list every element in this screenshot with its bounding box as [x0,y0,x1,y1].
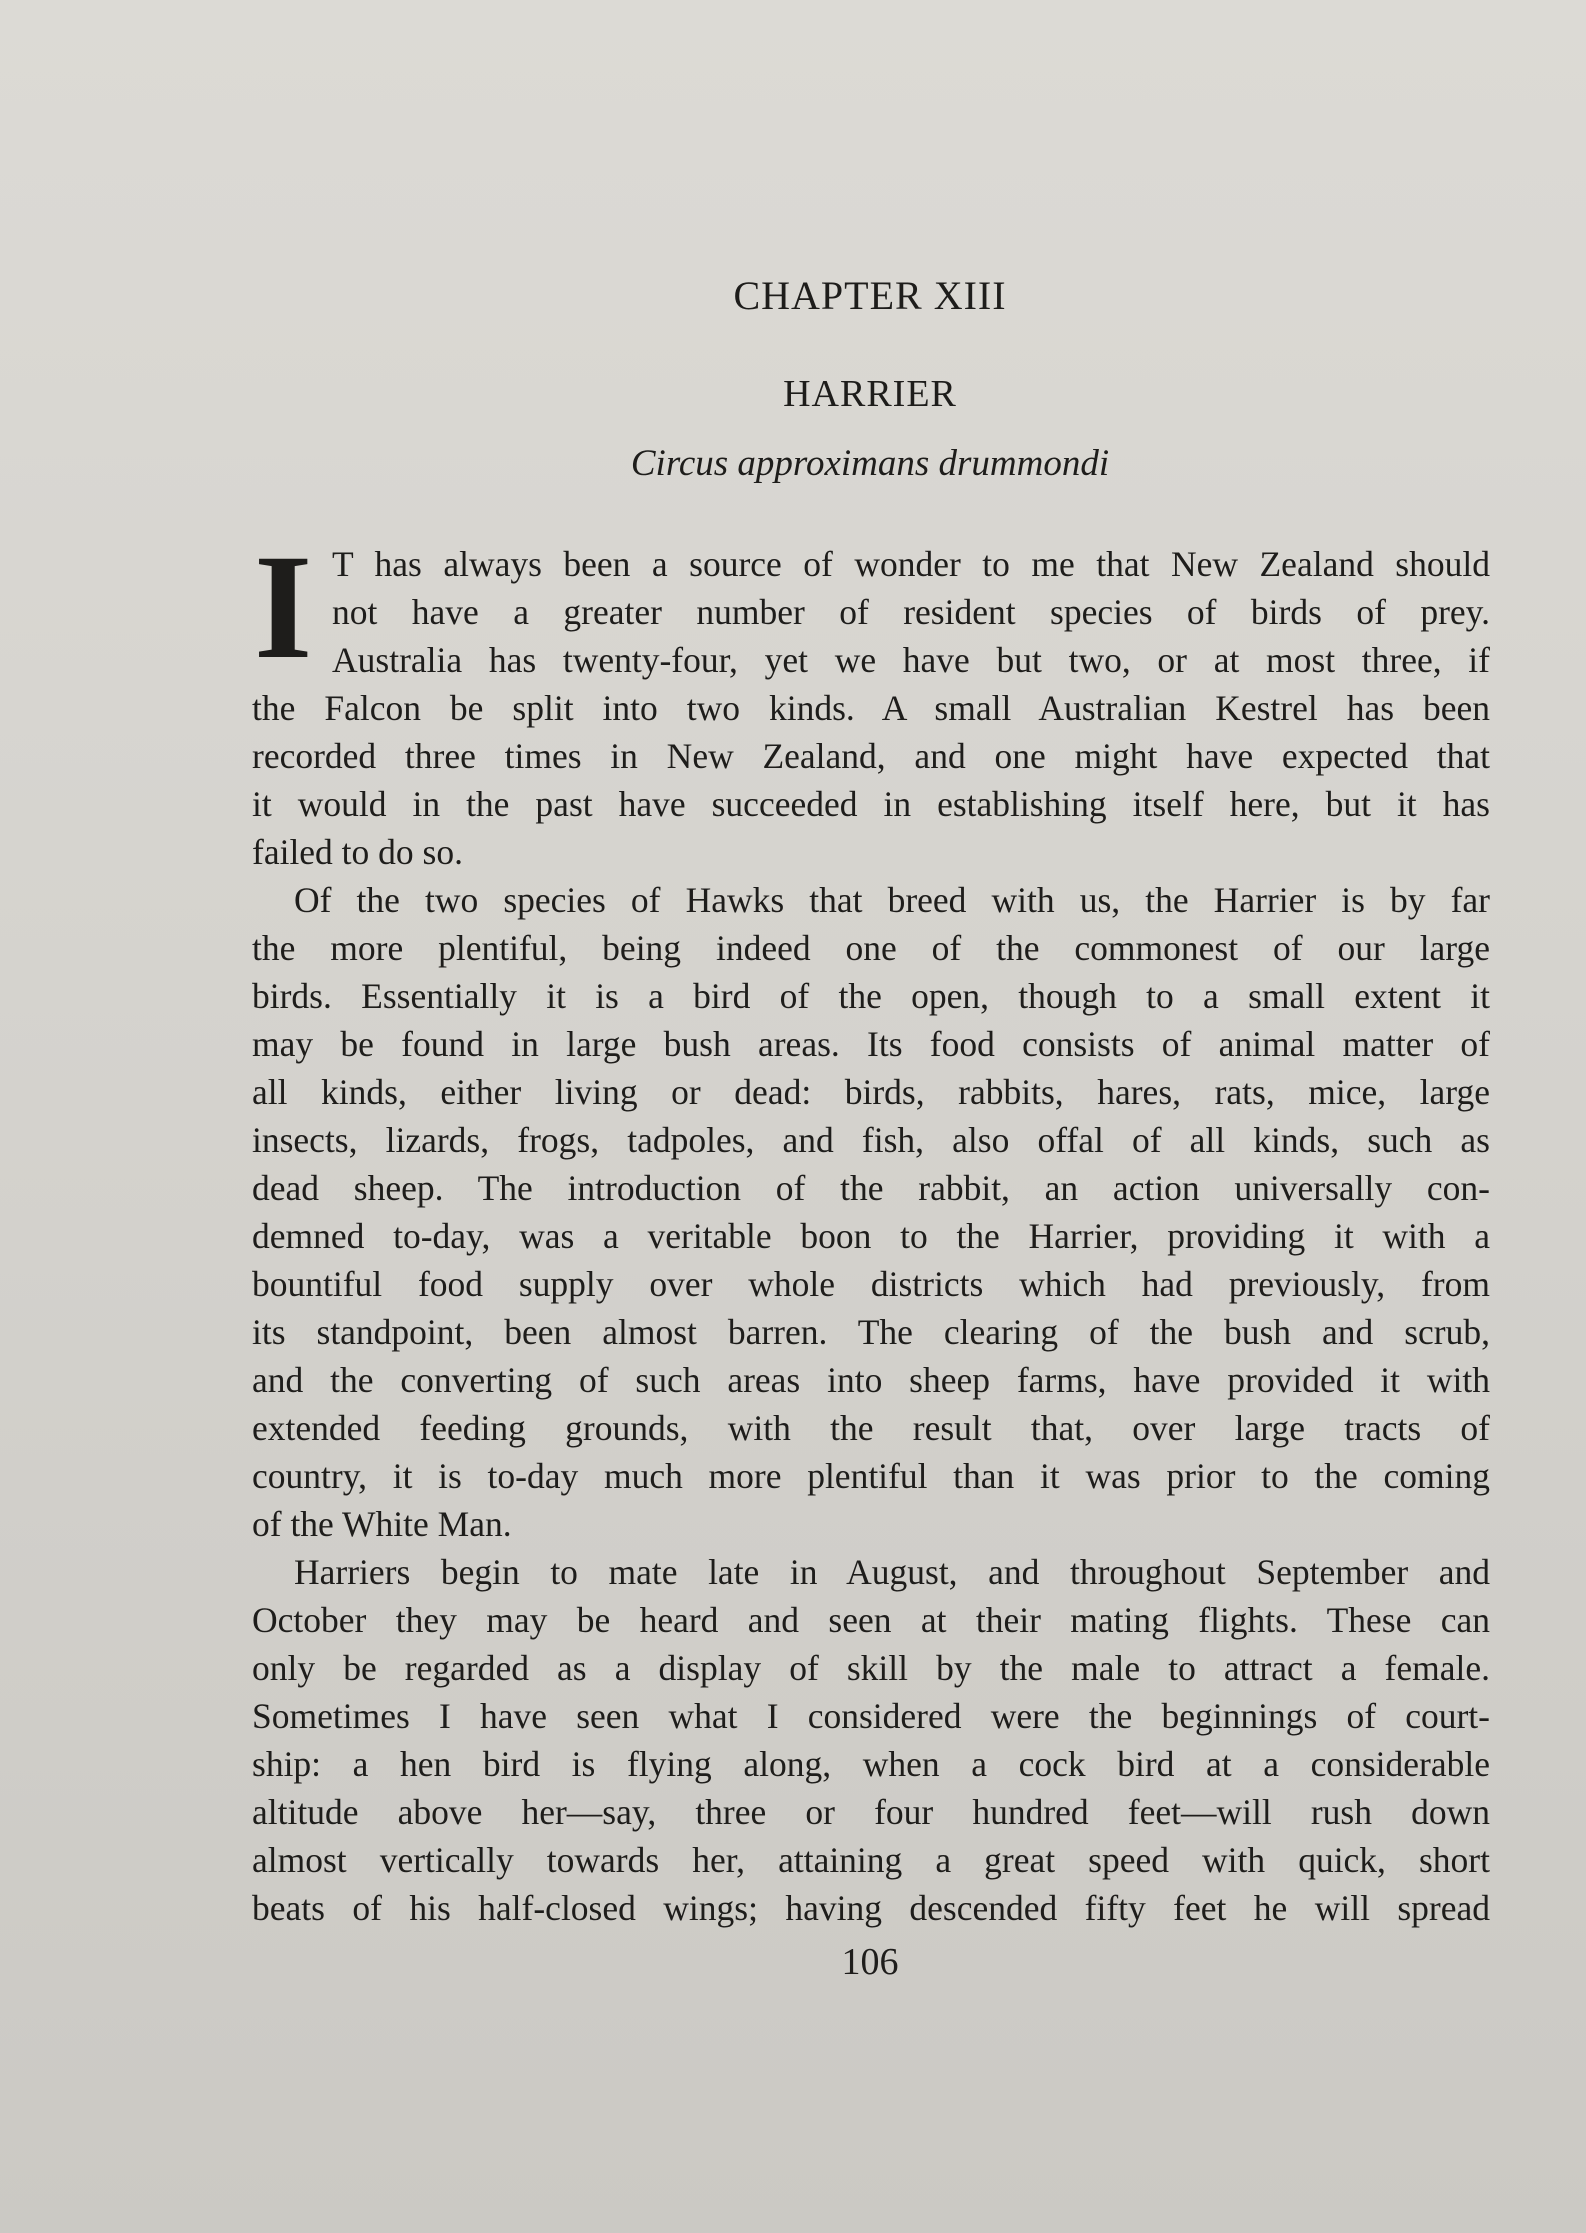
text-line: the more plentiful, being indeed one of the commonest of our large [252,928,1490,968]
text-line: T has always been a source of wonder to me that New Zealand should [332,544,1490,584]
chapter-heading: CHAPTER XIII [733,273,1007,318]
text-line: ship: a hen bird is flying along, when a cock bird at a considerable [252,1744,1490,1784]
text-line: Sometimes I have seen what I considered were the beginnings of court- [252,1696,1490,1736]
text-line: the Falcon be split into two kinds. A small Australian Kestrel has been [252,688,1490,728]
text-line: October they may be heard and seen at their mating flights. These can [252,1600,1490,1640]
text-line: Australia has twenty-four, yet we have but two, or at most three, if [332,640,1490,680]
text-line: it would in the past have succeeded in establishing itself here, but it has [252,784,1490,824]
text-line: failed to do so. [252,832,463,872]
text-line: only be regarded as a display of skill by the male to attract a female. [252,1648,1490,1688]
text-line: almost vertically towards her, attaining a great speed with quick, short [252,1840,1490,1880]
text-line: demned to-day, was a veritable boon to the Harrier, providing it with a [252,1216,1490,1256]
text-line: Harriers begin to mate late in August, and throughout September and [294,1552,1490,1592]
text-line: of the White Man. [252,1504,512,1544]
text-line: not have a greater number of resident species of birds of prey. [332,592,1490,632]
text-line: bountiful food supply over whole districts which had previously, from [252,1264,1490,1304]
text-line: insects, lizards, frogs, tadpoles, and fish, also offal of all kinds, such as [252,1120,1490,1160]
text-line: recorded three times in New Zealand, and one might have expected that [252,736,1490,776]
text-line: Of the two species of Hawks that breed with us, the Harrier is by far [294,880,1490,920]
page-number: 106 [841,1941,899,1983]
chapter-title: HARRIER [783,373,957,415]
text-line: altitude above her—say, three or four hundred feet—will rush down [252,1792,1490,1832]
body-text [252,540,1490,1932]
text-line: country, it is to-day much more plentiful than it was prior to the coming [252,1456,1490,1496]
text-line: birds. Essentially it is a bird of the open, though to a small extent it [252,976,1490,1016]
text-line: extended feeding grounds, with the result that, over large tracts of [252,1408,1490,1448]
text-line: all kinds, either living or dead: birds, rabbits, hares, rats, mice, large [252,1072,1490,1112]
text-line: beats of his half-closed wings; having descended fifty feet he will spread [252,1888,1490,1928]
text-line: may be found in large bush areas. Its food consists of animal matter of [252,1024,1490,1064]
species-name: Circus approximans drummondi [630,443,1110,484]
drop-cap: I [254,524,313,690]
text-line: its standpoint, been almost barren. The clearing of the bush and scrub, [252,1312,1490,1352]
text-line: dead sheep. The introduction of the rabbit, an action universally con- [252,1168,1490,1208]
text-line: and the converting of such areas into sheep farms, have provided it with [252,1360,1490,1400]
